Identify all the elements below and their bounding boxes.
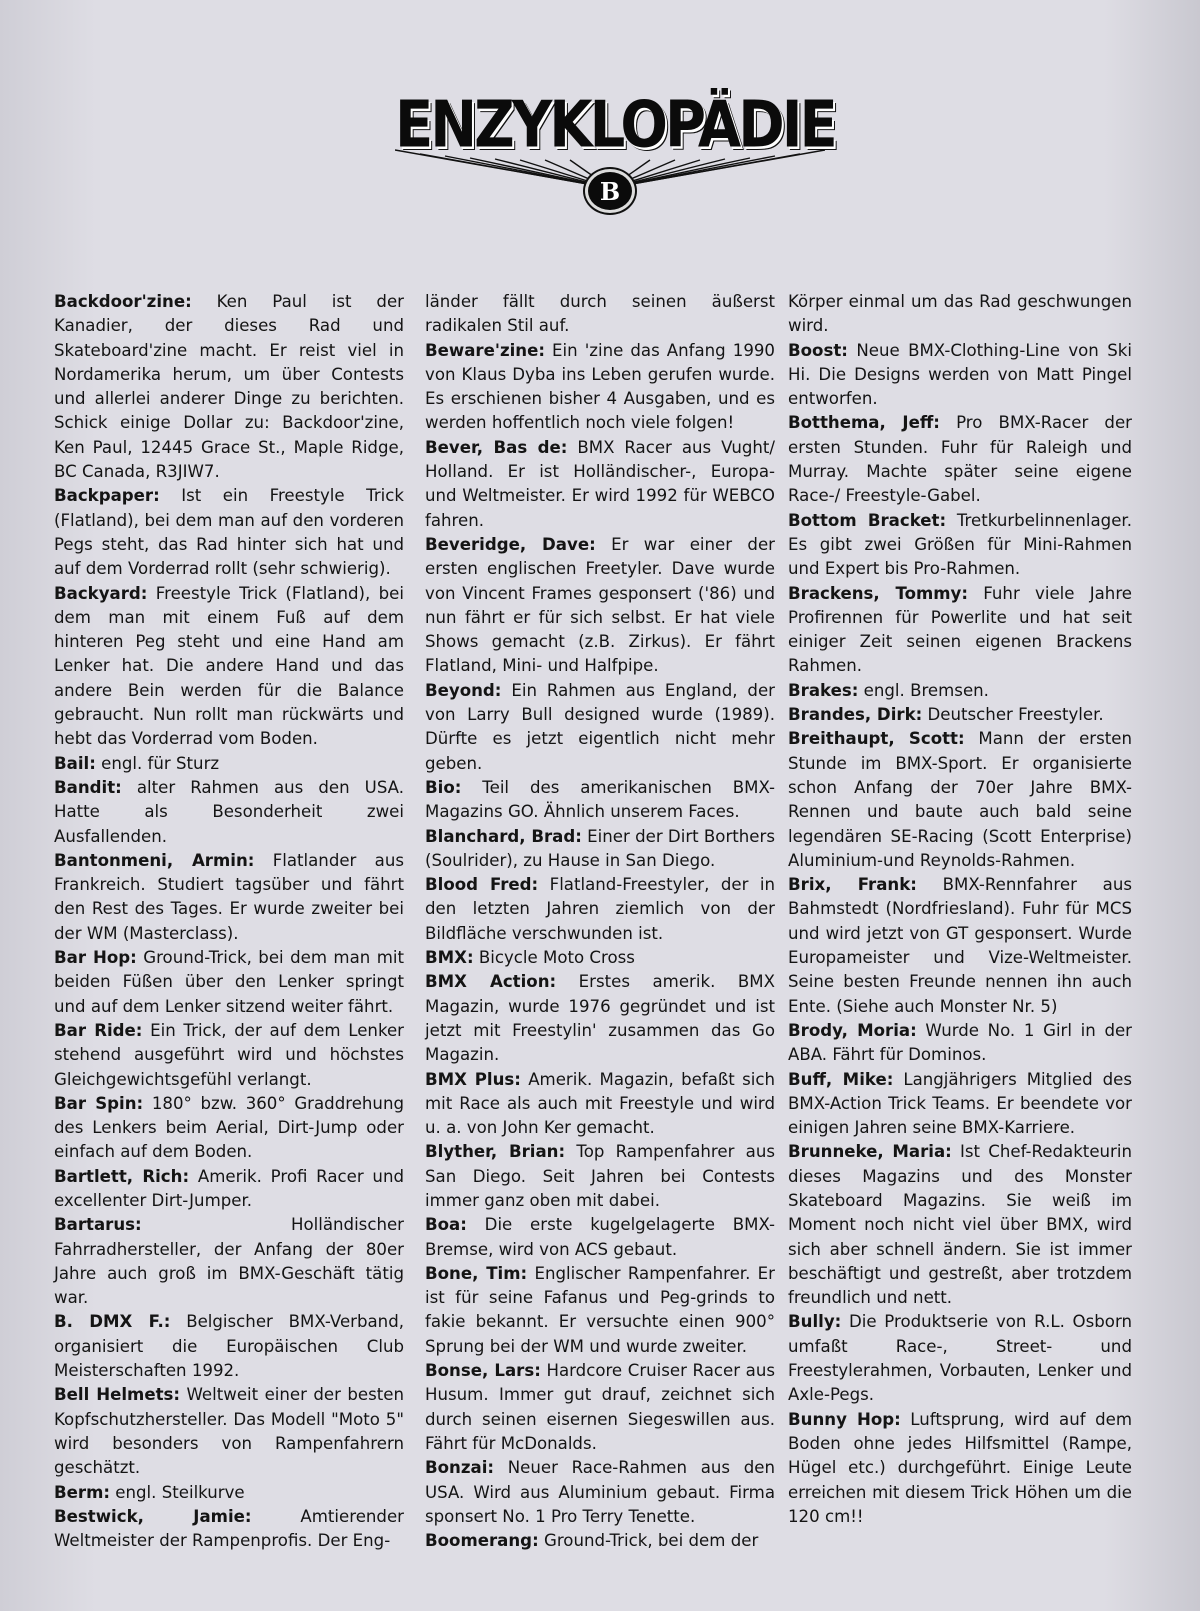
entry-text: Pro BMX-Racer der ersten Stunden. Fuhr für Raleigh und Murray. Machte später seine eigene Race-/ Freestyle-Gabel. [788, 413, 1132, 506]
entry [425, 1456, 775, 1529]
entry-term: Breithaupt, Scott: [788, 729, 965, 749]
entry-term: Backdoor'zine: [54, 292, 192, 311]
entry-term: Bar Ride: [54, 1020, 143, 1040]
entry [425, 946, 775, 970]
entry-term: Beware'zine: [425, 340, 545, 360]
entry [425, 533, 775, 679]
entry-text: Tretkurbelinnenlager. Es gibt zwei Größen für Mini-Rahmen und Expert bis Pro-Rahmen. [788, 510, 1132, 579]
entry [425, 1359, 775, 1456]
entry [54, 946, 404, 1019]
entry-text: BMX-Rennfahrer aus Bahmstedt (Nordfriesland). Fuhr für MCS und wird jetzt von GT gesponsert. Wurde Europameister und Vize-Weltmeister. Seine besten Freunde nennen ihn auch Ente. (Siehe auch Monster Nr. 5) [788, 875, 1132, 1016]
entry [788, 1310, 1132, 1407]
entry-text: Weltweit einer der besten Kopfschutzhersteller. Das Modell "Moto 5" wird besonders von Rampenfahrern geschätzt. [54, 1385, 405, 1478]
entry [425, 1262, 775, 1359]
entry-text: Wurde No. 1 Girl in der ABA. Fährt für Dominos. [788, 1020, 1133, 1065]
entry-text: Amerik. Profi Racer und excellenter Dirt-Jumper. [54, 1166, 404, 1210]
masthead-title: ENZYKLOPÄDIE [395, 88, 835, 163]
entry-term: Brody, Moria: [788, 1020, 917, 1040]
entry-text: alter Rahmen aus den USA. Hatte als Besonderheit zwei Ausfallenden. [54, 777, 404, 846]
entry [788, 290, 1132, 339]
entry-text: Ist ein Freestyle Trick (Flatland), bei dem man auf den vorderen Pegs steht, das Rad hinter sich hat und auf dem Vorderrad rollt (sehr schwierig). [54, 486, 404, 579]
entry-term: BMX Plus: [425, 1069, 521, 1089]
entry [54, 1383, 404, 1480]
entry [54, 849, 404, 946]
entry-term: Bunny Hop: [788, 1409, 901, 1429]
entry-text: Fuhr viele Jahre Profirennen für Powerlite und hat seit einiger Zeit seinen eigenen Brackens Rahmen. [788, 583, 1132, 676]
entry [788, 1068, 1132, 1141]
entry-text: engl. für Sturz [95, 753, 220, 773]
entry [54, 1165, 404, 1214]
entry-term: Bantonmeni, Armin: [54, 850, 255, 870]
entry-text: Englischer Rampenfahrer. Er ist für seine Fafanus und Peg-grinds to fakie bekannt. Er versuchte einen 900° Sprung bei der WM und wurde zweiter. [425, 1263, 775, 1356]
entry [425, 873, 775, 946]
entry-text: Ground-Trick, bei dem der [538, 1531, 759, 1551]
entry-term: Botthema, Jeff: [788, 413, 940, 433]
entry-text: Teil des amerikanischen BMX-Magazins GO. Ähnlich unserem Faces. [425, 777, 775, 822]
entry-text: Ein Trick, der auf dem Lenker stehend ausgeführt wird und höchstes Gleichgewichtsgefühl verlangt. [54, 1020, 404, 1089]
entry [788, 873, 1132, 1019]
entry-text: Ein Rahmen aus England, der von Larry Bull designed wurde (1989). Dürfte es jetzt eigentlich nicht mehr geben. [425, 680, 775, 773]
entry-term: Bonzai: [425, 1458, 495, 1478]
entry-term: Blanchard, Brad: [425, 826, 582, 846]
entry-text: Ist Chef-Redakteurin dieses Magazins und des Monster Skateboard Magazins. Sie weiß im Moment noch nicht viel über BMX, wird sich aber schnell ändern. Sie ist immer beschäftigt und gestreßt, aber trotzdem freundlich und nett. [788, 1142, 1132, 1308]
entry-text: Erstes amerik. BMX Magazin, wurde 1976 gegründet und ist jetzt mit Freestylin' zusammen das Go Magazin. [425, 972, 775, 1065]
entry-text: Flatland-Freestyler, der in den letzten Jahren ziemlich von der Bildfläche verschwunden ist. [425, 875, 775, 943]
entry [425, 290, 775, 339]
entry-term: Brunneke, Maria: [788, 1142, 952, 1162]
entry-text: Mann der ersten Stunde im BMX-Sport. Er organisierte schon Anfang der 70er Jahre BMX-Rennen und baute auch bald seine legendären SE-Racing (Scott Enterprise) Aluminium-und Reynolds-Rahmen. [788, 729, 1132, 870]
entry-text: Bicycle Moto Cross [473, 948, 635, 968]
entry [788, 1140, 1132, 1310]
entry-text: Neue BMX-Clothing-Line von Ski Hi. Die Designs werden von Matt Pingel entworfen. [788, 340, 1132, 409]
entry [425, 970, 775, 1067]
entry-text: Flatlander aus Frankreich. Studiert tagsüber und fährt den Rest des Tages. Er wurde zweiter bei der WM (Masterclass). [54, 850, 404, 943]
entry-text: Ken Paul ist der Kanadier, der dieses Rad und Skateboard'zine macht. Er reist viel in Nordamerika herum, um über Contests und allerlei anderer Dinge zu berichten. Schick einige Dollar zu: Backdoor'zine, Ken Paul, 12445 Grace St., Maple Ridge, BC Canada, R3JIW7. [54, 292, 404, 482]
entry-term: Bell Helmets: [54, 1385, 181, 1405]
entry-term: Berm: [54, 1482, 111, 1502]
entry-text: engl. Bremsen. [858, 680, 989, 700]
entry-text: länder fällt durch seinen äußerst radikalen Stil auf. [425, 292, 775, 336]
entry-term: Boomerang: [425, 1531, 539, 1551]
entry-text: Einer der Dirt Borthers (Soulrider), zu Hause in San Diego. [425, 826, 775, 870]
masthead [395, 88, 835, 216]
entry-term: Bone, Tim: [425, 1263, 528, 1283]
entry [788, 582, 1132, 679]
entry-term: Backpaper: [54, 486, 160, 506]
entry-text: Die erste kugelgelagerte BMX-Bremse, wird von ACS gebaut. [425, 1215, 775, 1259]
entry-term: Bottom Bracket: [788, 510, 947, 530]
entry-text: Neuer Race-Rahmen aus den USA. Wird aus Aluminium gebaut. Firma sponsert No. 1 Pro Terry Tenette. [425, 1458, 775, 1526]
entry [54, 290, 404, 484]
entry-term: Bartarus: [54, 1215, 142, 1235]
entry-term: Bio: [425, 777, 462, 797]
entry [54, 582, 404, 752]
entry [788, 1019, 1132, 1068]
entry-term: Bartlett, Rich: [54, 1166, 190, 1186]
entry-text: 180° bzw. 360° Graddrehung des Lenkers beim Aerial, Dirt-Jump oder einfach auf dem Boden. [54, 1093, 404, 1162]
entry-text: Langjährigers Mitglied des BMX-Action Trick Teams. Er beendete vor einigen Jahren seine BMX-Karriere. [788, 1069, 1133, 1138]
entry [788, 679, 1132, 703]
entry-text: Top Rampenfahrer aus San Diego. Seit Jahren bei Contests immer ganz oben mit dabei. [425, 1142, 775, 1210]
entry [54, 1092, 404, 1165]
entry-text: BMX Racer aus Vught/ Holland. Er ist Holländischer-, Europa- und Weltmeister. Er wird 1992 für WEBCO fahren. [425, 437, 775, 530]
entry-term: Bever, Bas de: [425, 437, 568, 457]
entry-term: Boost: [788, 340, 848, 360]
entry [54, 1505, 404, 1554]
entry-term: Brandes, Dirk: [788, 705, 923, 725]
entry [788, 509, 1132, 582]
entry [54, 776, 404, 849]
entry-term: Bandit: [54, 777, 122, 797]
entry-term: Bestwick, Jamie: [54, 1506, 252, 1526]
entry-term: Bail: [54, 753, 96, 773]
entry-text: engl. Steilkurve [110, 1482, 245, 1502]
entry-text: Amerik. Magazin, befaßt sich mit Race als auch mit Freestyle und wird u. a. von John Ker gemacht. [425, 1069, 775, 1138]
entry [788, 1408, 1132, 1529]
entry-term: Buff, Mike: [788, 1069, 894, 1089]
entry-term: B. DMX F.: [54, 1312, 171, 1332]
entry [425, 1068, 775, 1141]
entry [425, 679, 775, 776]
entry-term: Brakes: [788, 680, 859, 700]
entry [54, 1310, 404, 1383]
entry [788, 727, 1132, 873]
entry-term: Beveridge, Dave: [425, 534, 596, 554]
entry [788, 411, 1132, 508]
entry-text: Ein 'zine das Anfang 1990 von Klaus Dyba ins Leben gerufen wurde. Es erschienen bisher 4 Ausgaben, und es werden hoffentlich noch viele folgen! [425, 340, 775, 433]
entry-term: Bar Spin: [54, 1093, 144, 1113]
entry-term: Beyond: [425, 680, 502, 700]
column-3 [788, 290, 1132, 1529]
entry [54, 1019, 404, 1092]
section-letter-badge: B [588, 172, 632, 210]
entry [788, 339, 1132, 412]
entry [54, 1213, 404, 1310]
entry-text: Belgischer BMX-Verband, organisiert die Europäischen Club Meisterschaften 1992. [54, 1312, 405, 1381]
column-1 [54, 290, 404, 1553]
entry-term: BMX: [425, 948, 474, 968]
entry-text: Die Produktserie von R.L. Osborn umfaßt Race-, Street- und Freestylerahmen, Vorbauten, Lenker und Axle-Pegs. [788, 1312, 1132, 1405]
entry-term: BMX Action: [425, 972, 557, 992]
entry [425, 825, 775, 874]
column-2 [425, 290, 775, 1553]
entry [425, 436, 775, 533]
entry-term: Blyther, Brian: [425, 1142, 566, 1162]
entry-text: Amtierender Weltmeister der Rampenprofis. Der Eng- [54, 1506, 404, 1551]
entry-text: Freestyle Trick (Flatland), bei dem man mit einem Fuß auf dem hinteren Peg steht und eine Hand am Lenker hat. Die andere Hand und das andere Bein werden für die Balance gebraucht. Nun rollt man rückwärts und hebt das Vorderrad vom Boden. [54, 583, 404, 749]
entry-text: Ground-Trick, bei dem man mit beiden Füßen über den Lenker springt und auf dem Lenker sitzend weiter fährt. [54, 948, 405, 1016]
entry-term: Brix, Frank: [788, 875, 917, 895]
entry-text: Luftsprung, wird auf dem Boden ohne jedes Hilfsmittel (Rampe, Hügel etc.) durchgeführt. Einige Leute erreichen mit diesem Trick Höhen um die 120 cm!! [788, 1409, 1132, 1526]
entry-text: Er war einer der ersten englischen Freetyler. Dave wurde von Vincent Frames gesponsert ('86) und nun fährt er für sich selbst. Er hat viele Shows gemacht (z.B. Zirkus). Er fährt Flatland, Mini- und Halfpipe. [425, 534, 775, 676]
entry [54, 1481, 404, 1505]
entry-term: Boa: [425, 1215, 467, 1235]
entry [54, 484, 404, 581]
entry-term: Bonse, Lars: [425, 1361, 541, 1381]
entry [425, 1213, 775, 1262]
entry-text: Deutscher Freestyler. [922, 705, 1104, 725]
entry [425, 339, 775, 436]
entry-text: Körper einmal um das Rad geschwungen wird. [788, 292, 1132, 336]
entry-text: Hardcore Cruiser Racer aus Husum. Immer gut drauf, zeichnet sich durch seinen eisernen Siegeswillen aus. Fährt für McDonalds. [425, 1361, 775, 1453]
entry [425, 1529, 775, 1553]
entry [788, 703, 1132, 727]
entry [425, 776, 775, 825]
entry-term: Bar Hop: [54, 948, 137, 968]
entry-term: Blood Fred: [425, 875, 539, 895]
entry [425, 1140, 775, 1213]
entry-text: Holländischer Fahrradhersteller, der Anfang der 80er Jahre auch groß im BMX-Geschäft tätig war. [54, 1215, 404, 1308]
entry-term: Brackens, Tommy: [788, 583, 969, 603]
entry [54, 752, 404, 776]
entry-term: Backyard: [54, 583, 148, 603]
entry-term: Bully: [788, 1312, 842, 1332]
